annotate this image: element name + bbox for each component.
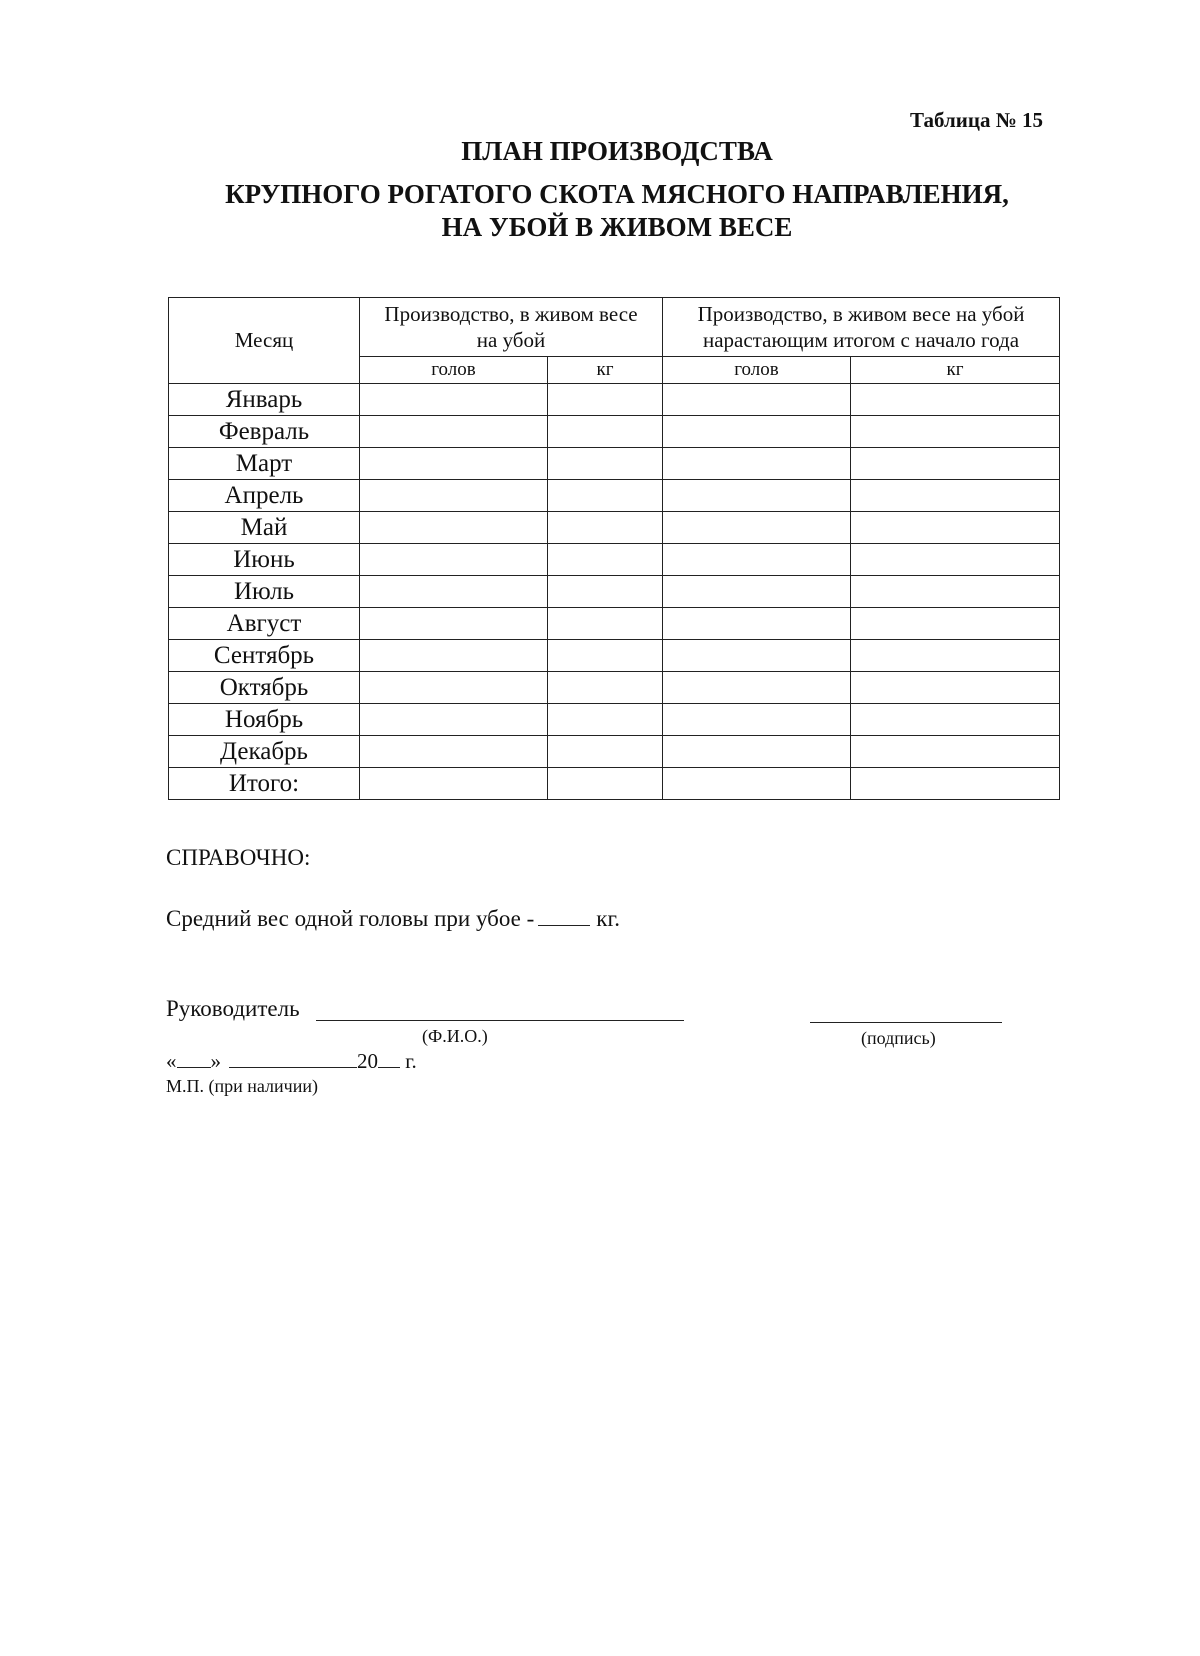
cumulative-heads-cell[interactable] <box>663 576 851 608</box>
table-row <box>169 480 1060 512</box>
kg-subheader: кг <box>548 357 663 384</box>
signature-field[interactable] <box>810 1022 1002 1023</box>
cumulative-kg-cell[interactable] <box>851 704 1060 736</box>
table-row <box>169 544 1060 576</box>
table-row <box>169 384 1060 416</box>
month-cell: Ноябрь <box>169 704 360 736</box>
cumulative-heads-cell[interactable] <box>663 416 851 448</box>
cumulative-heads-cell[interactable] <box>663 608 851 640</box>
cumulative-kg-cell[interactable] <box>851 448 1060 480</box>
table-row <box>169 448 1060 480</box>
table-body <box>169 384 1060 800</box>
kg-cell[interactable] <box>548 640 663 672</box>
kg-cell[interactable] <box>548 416 663 448</box>
cumulative-heads-cell[interactable] <box>663 480 851 512</box>
average-weight-label: Средний вес одной головы при убое - <box>166 906 535 931</box>
table-row <box>169 640 1060 672</box>
production-group-header-line1: Производство, в живом весе <box>384 302 638 326</box>
month-cell: Апрель <box>169 480 360 512</box>
average-weight-field[interactable] <box>538 905 590 926</box>
date-line <box>166 1049 417 1074</box>
document-subtitle-line2: НА УБОЙ В ЖИВОМ ВЕСЕ <box>441 212 793 242</box>
cumulative-heads-cell[interactable] <box>663 704 851 736</box>
kg-cell[interactable] <box>548 704 663 736</box>
cumulative-kg-cell[interactable] <box>851 416 1060 448</box>
heads-cell[interactable] <box>360 576 548 608</box>
table-row <box>169 704 1060 736</box>
cumulative-heads-cell[interactable] <box>663 384 851 416</box>
table-row <box>169 512 1060 544</box>
signature-caption: (подпись) <box>861 1028 936 1048</box>
cumulative-heads-cell[interactable] <box>663 512 851 544</box>
kg-cell[interactable] <box>548 448 663 480</box>
table-number-label: Таблица № 15 <box>910 108 1044 132</box>
cumulative-group-header-line2: нарастающим итогом с начало года <box>702 328 1020 352</box>
heads-cell[interactable] <box>360 448 548 480</box>
cumulative-heads-cell[interactable] <box>663 640 851 672</box>
day-field[interactable] <box>177 1049 211 1068</box>
month-column-header: Месяц <box>169 298 360 384</box>
kg-cell[interactable] <box>548 480 663 512</box>
reference-label: СПРАВОЧНО: <box>166 845 311 870</box>
year-prefix: 20 <box>357 1049 378 1073</box>
heads-cell[interactable] <box>360 544 548 576</box>
average-weight-unit: кг. <box>596 906 621 931</box>
heads-subheader: голов <box>360 357 548 384</box>
cumulative-kg-cell[interactable] <box>851 480 1060 512</box>
heads-cell[interactable] <box>360 640 548 672</box>
production-plan-table <box>168 297 1060 800</box>
month-cell: Февраль <box>169 416 360 448</box>
table-row <box>169 672 1060 704</box>
heads-cell[interactable] <box>360 704 548 736</box>
heads-cell[interactable] <box>360 384 548 416</box>
date-close-quote: » <box>210 1049 221 1073</box>
month-cell: Май <box>169 512 360 544</box>
cumulative-heads-cell[interactable] <box>663 672 851 704</box>
table-row <box>169 608 1060 640</box>
document-subtitle-line1: КРУПНОГО РОГАТОГО СКОТА МЯСНОГО НАПРАВЛЕНИЯ, <box>225 179 1009 209</box>
manager-label: Руководитель <box>166 996 300 1021</box>
kg-cell[interactable] <box>548 384 663 416</box>
cumulative-heads-cell[interactable] <box>663 544 851 576</box>
heads-cell[interactable] <box>360 672 548 704</box>
heads-cell[interactable] <box>360 608 548 640</box>
average-weight-line <box>166 905 620 932</box>
kg-cell[interactable] <box>548 672 663 704</box>
month-cell: Июль <box>169 576 360 608</box>
heads-cell[interactable] <box>360 416 548 448</box>
month-cell: Сентябрь <box>169 640 360 672</box>
cumulative-kg-subheader: кг <box>851 357 1060 384</box>
heads-cell[interactable] <box>360 480 548 512</box>
cumulative-kg-cell[interactable] <box>851 384 1060 416</box>
cumulative-group-header <box>663 298 1060 357</box>
fio-caption: (Ф.И.О.) <box>422 1026 488 1046</box>
manager-name-field[interactable] <box>316 1020 684 1021</box>
kg-cell[interactable] <box>548 608 663 640</box>
cumulative-kg-cell[interactable] <box>851 640 1060 672</box>
year-suffix: г. <box>405 1049 417 1073</box>
stamp-label: М.П. (при наличии) <box>166 1076 318 1096</box>
month-cell: Март <box>169 448 360 480</box>
month-cell: Декабрь <box>169 736 360 768</box>
kg-cell[interactable] <box>548 512 663 544</box>
table-row <box>169 768 1060 800</box>
kg-cell[interactable] <box>548 736 663 768</box>
cumulative-kg-cell[interactable] <box>851 512 1060 544</box>
cumulative-heads-cell[interactable] <box>663 448 851 480</box>
production-group-header-line2: на убой <box>476 328 546 352</box>
heads-cell[interactable] <box>360 736 548 768</box>
table-row <box>169 736 1060 768</box>
month-cell: Октябрь <box>169 672 360 704</box>
date-open-quote: « <box>166 1049 177 1073</box>
kg-cell[interactable] <box>548 768 663 800</box>
month-cell: Январь <box>169 384 360 416</box>
document-title: ПЛАН ПРОИЗВОДСТВА <box>461 136 773 166</box>
cumulative-kg-cell[interactable] <box>851 608 1060 640</box>
cumulative-kg-cell[interactable] <box>851 736 1060 768</box>
heads-cell[interactable] <box>360 512 548 544</box>
month-cell: Июнь <box>169 544 360 576</box>
table-row <box>169 416 1060 448</box>
cumulative-kg-cell[interactable] <box>851 768 1060 800</box>
kg-cell[interactable] <box>548 576 663 608</box>
cumulative-kg-cell[interactable] <box>851 672 1060 704</box>
heads-cell[interactable] <box>360 768 548 800</box>
cumulative-kg-cell[interactable] <box>851 544 1060 576</box>
month-cell: Итого: <box>169 768 360 800</box>
kg-cell[interactable] <box>548 544 663 576</box>
table-header-row <box>169 298 1060 357</box>
month-field[interactable] <box>229 1049 357 1068</box>
production-group-header <box>360 298 663 357</box>
table-row <box>169 576 1060 608</box>
cumulative-group-header-line1: Производство, в живом весе на убой <box>697 302 1025 326</box>
month-cell: Август <box>169 608 360 640</box>
cumulative-heads-cell[interactable] <box>663 768 851 800</box>
cumulative-heads-subheader: голов <box>663 357 851 384</box>
year-field[interactable] <box>378 1049 400 1068</box>
cumulative-kg-cell[interactable] <box>851 576 1060 608</box>
cumulative-heads-cell[interactable] <box>663 736 851 768</box>
